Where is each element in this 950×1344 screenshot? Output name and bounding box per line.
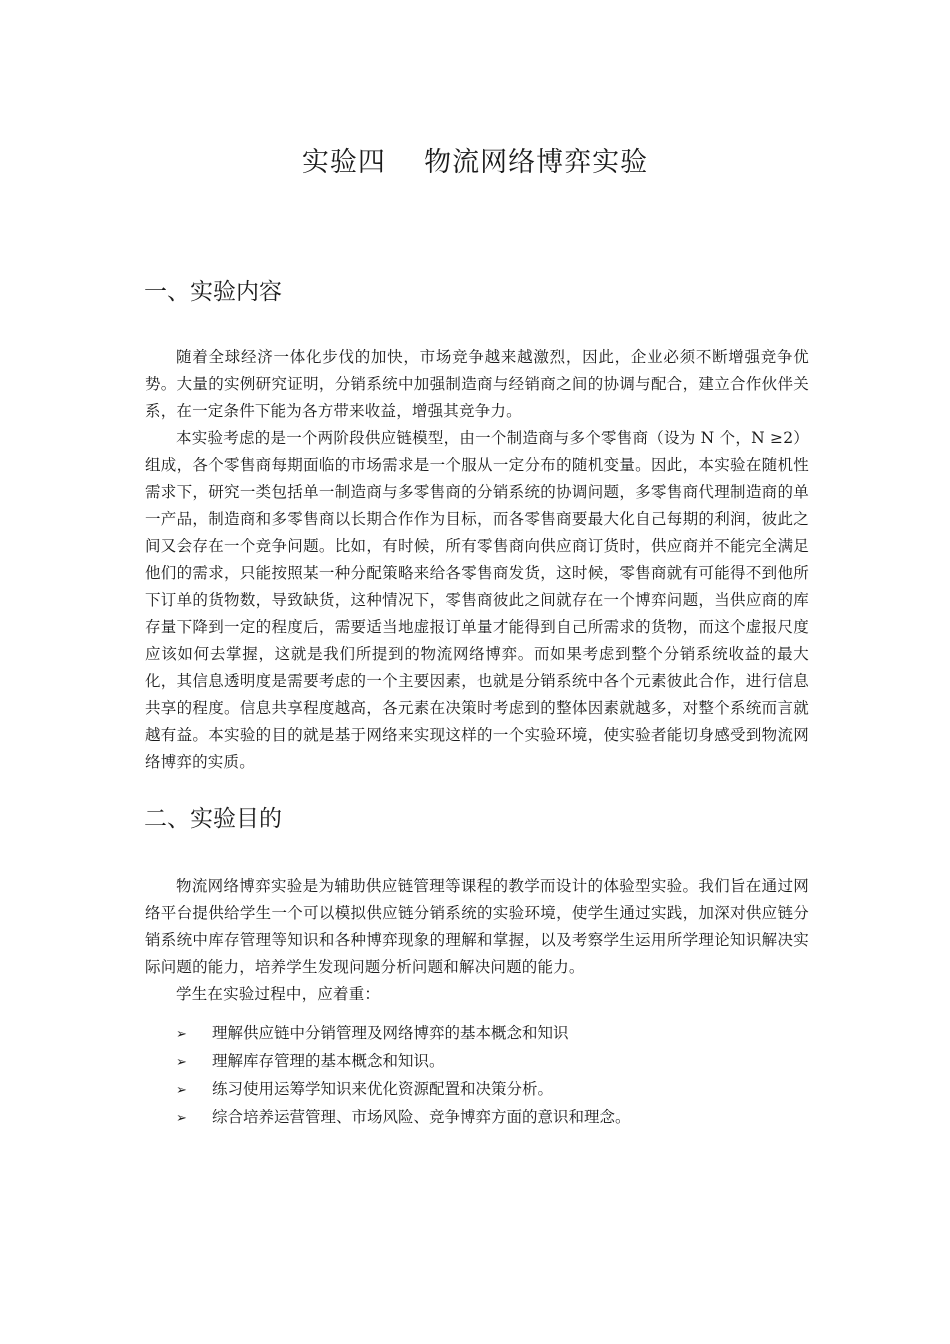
list-item-text: 理解供应链中分销管理及网络博弈的基本概念和知识 bbox=[212, 1024, 569, 1042]
list-item-text: 综合培养运营管理、市场风险、竞争博弈方面的意识和理念。 bbox=[212, 1108, 631, 1126]
list-item bbox=[176, 1076, 796, 1104]
section-body-content bbox=[145, 344, 809, 776]
paragraph: 随着全球经济一体化步伐的加快，市场竞争越来越激烈，因此，企业必须不断增强竞争优势。大量的实例研究证明，分销系统中加强制造商与经销商之间的协调与配合，建立合作伙伴关系，在一定条件下能为各方带来收益，增强其竞争力。 bbox=[145, 348, 809, 420]
list-item bbox=[176, 1020, 796, 1048]
document-title: 实验四 物流网络博弈实验 bbox=[301, 147, 649, 178]
arrow-bullet-icon: ➢ bbox=[176, 1055, 187, 1070]
paragraph: 学生在实验过程中，应着重： bbox=[176, 985, 381, 1003]
list-item-text: 练习使用运筹学知识来优化资源配置和决策分析。 bbox=[212, 1080, 554, 1098]
list-item bbox=[176, 1048, 796, 1076]
section-heading-content: 一、实验内容 bbox=[144, 279, 282, 305]
arrow-bullet-icon: ➢ bbox=[176, 1027, 187, 1042]
list-item bbox=[176, 1104, 796, 1132]
section-body-purpose bbox=[145, 873, 809, 1008]
arrow-bullet-icon: ➢ bbox=[176, 1083, 187, 1098]
section-heading-purpose: 二、实验目的 bbox=[144, 806, 282, 832]
list-item-text: 理解库存管理的基本概念和知识。 bbox=[212, 1052, 445, 1070]
paragraph: 物流网络博弈实验是为辅助供应链管理等课程的教学而设计的体验型实验。我们旨在通过网络平台提供给学生一个可以模拟供应链分销系统的实验环境，使学生通过实践，加深对供应链分销系统中库存管理等知识和各种博弈现象的理解和掌握，以及考察学生运用所学理论知识解决实际问题的能力，培养学生发现问题分析问题和解决问题的能力。 bbox=[145, 877, 809, 976]
paragraph: 本实验考虑的是一个两阶段供应链模型，由一个制造商与多个零售商（设为 N 个，N ≥2）组成，各个零售商每期面临的市场需求是一个服从一定分布的随机变量。因此，本实验在随机性需求下，研究一类包括单一制造商与多零售商的分销系统的协调问题，多零售商代理制造商的单一产品，制造商和多零售商以长期合作作为目标，而各零售商要最大化自己每期的利润，彼此之间又会存在一个竞争问题。比如，有时候，所有零售商向供应商订货时，供应商并不能完全满足他们的需求，只能按照某一种分配策略来给各零售商发货，这时候，零售商就有可能得不到他所下订单的货物数，导致缺货，这种情况下，零售商彼此之间就存在一个博弈问题，当供应商的库存量下降到一定的程度后，需要适当地虚报订单量才能得到自己所需求的货物，而这个虚报尺度应该如何去掌握，这就是我们所提到的物流网络博弈。而如果考虑到整个分销系统收益的最大化，其信息透明度是需要考虑的一个主要因素，也就是分销系统中各个元素彼此合作，进行信息共享的程度。信息共享程度越高，各元素在决策时考虑到的整体因素就越多，对整个系统而言就越有益。本实验的目的就是基于网络来实现这样的一个实验环境，使实验者能切身感受到物流网络博弈的实质。 bbox=[145, 429, 809, 771]
bullet-list bbox=[176, 1020, 796, 1132]
arrow-bullet-icon: ➢ bbox=[176, 1111, 187, 1126]
